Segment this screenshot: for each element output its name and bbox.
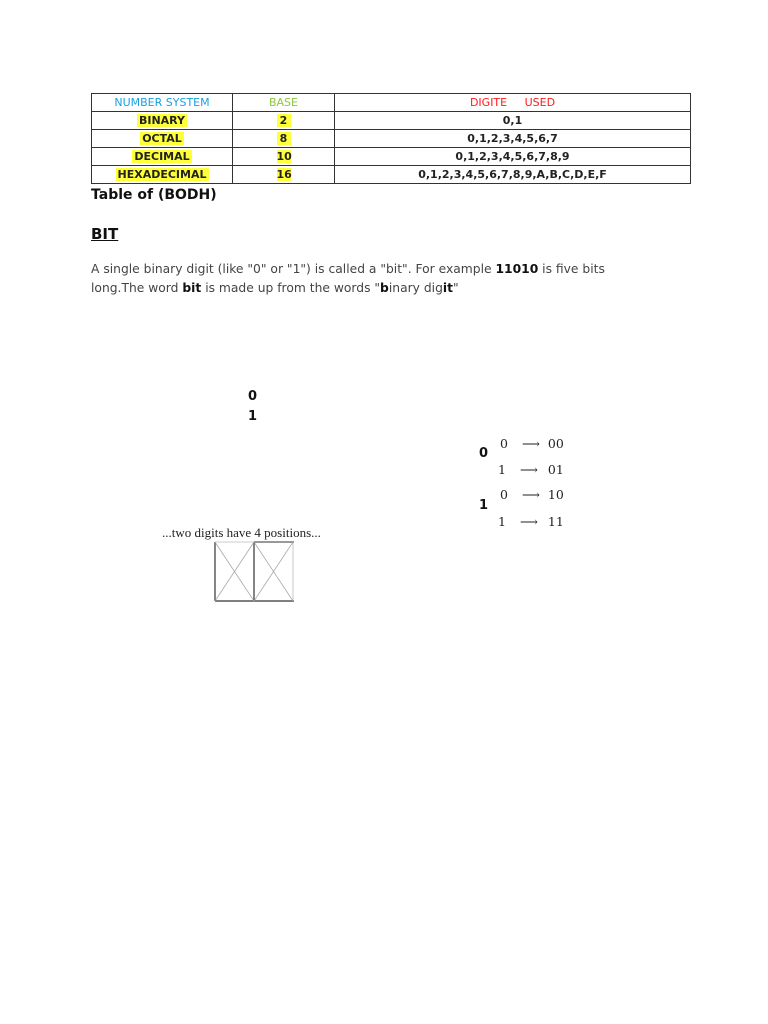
single-digit-zero: 0 <box>248 389 258 404</box>
base-value: 16 <box>276 168 292 181</box>
header-number-system: NUMBER SYSTEM <box>92 94 233 112</box>
digits-cell: 0,1,2,3,4,5,6,7,8,9 <box>335 148 691 166</box>
base-cell <box>233 166 335 184</box>
tree-branch <box>500 436 564 451</box>
system-name: BINARY <box>138 114 186 127</box>
base-cell <box>233 130 335 148</box>
paragraph-text: A single binary digit (like "0" or "1") is called a "bit". For example <box>91 262 496 276</box>
arrow-icon: ⟶ <box>519 514 538 529</box>
system-name: OCTAL <box>142 132 182 145</box>
arrow-icon: ⟶ <box>521 436 540 451</box>
table-row <box>92 130 691 148</box>
base-value: 8 <box>277 132 291 145</box>
system-name: HEXADECIMAL <box>117 168 207 181</box>
system-name-cell <box>92 130 233 148</box>
paragraph-bold: bit <box>182 281 202 295</box>
branch-result: 01 <box>547 462 564 477</box>
paragraph-text: is made up from the words " <box>201 281 381 295</box>
digits-cell: 0,1 <box>335 112 691 130</box>
base-cell <box>233 148 335 166</box>
branch-digit: 1 <box>498 514 506 529</box>
positions-caption: ...two digits have 4 positions... <box>162 525 321 540</box>
header-base: BASE <box>233 94 335 112</box>
table-title: Table of (BODH) <box>91 187 217 203</box>
header-digits-used: DIGITE USED <box>335 94 691 112</box>
base-cell <box>233 112 335 130</box>
paragraph-bold: 11010 <box>495 262 539 276</box>
system-name-cell <box>92 112 233 130</box>
table-row <box>92 166 691 184</box>
branch-result: 10 <box>547 487 564 502</box>
branch-result: 11 <box>547 514 564 529</box>
paragraph-bold: b <box>380 281 389 295</box>
branch-digit: 1 <box>498 462 506 477</box>
paragraph-bold: it <box>442 281 453 295</box>
tree-branch <box>500 487 564 502</box>
digits-cell: 0,1,2,3,4,5,6,7,8,9,A,B,C,D,E,F <box>335 166 691 184</box>
branch-digit: 0 <box>500 436 508 451</box>
tree-branch <box>498 462 564 477</box>
branch-result: 00 <box>547 436 564 451</box>
table-row <box>92 112 691 130</box>
branch-digit: 0 <box>500 487 508 502</box>
bit-definition-paragraph <box>91 260 651 298</box>
single-digit-one: 1 <box>248 409 258 424</box>
base-value: 2 <box>277 114 291 127</box>
table-header-row <box>92 94 691 112</box>
tree-root-zero: 0 <box>479 446 489 461</box>
system-name-cell <box>92 148 233 166</box>
digits-cell: 0,1,2,3,4,5,6,7 <box>335 130 691 148</box>
paragraph-text: inary dig <box>388 281 443 295</box>
section-heading: BIT <box>91 225 119 243</box>
number-system-table <box>91 93 691 184</box>
paragraph-text: " <box>452 281 459 295</box>
system-name: DECIMAL <box>134 150 190 163</box>
two-position-grid <box>214 541 296 603</box>
system-name-cell <box>92 166 233 184</box>
tree-root-one: 1 <box>479 498 489 513</box>
base-value: 10 <box>276 150 292 163</box>
paragraph-text: is five bits long.The word <box>91 262 605 295</box>
arrow-icon: ⟶ <box>519 462 538 477</box>
arrow-icon: ⟶ <box>521 487 540 502</box>
table-row <box>92 148 691 166</box>
tree-branch <box>498 514 564 529</box>
